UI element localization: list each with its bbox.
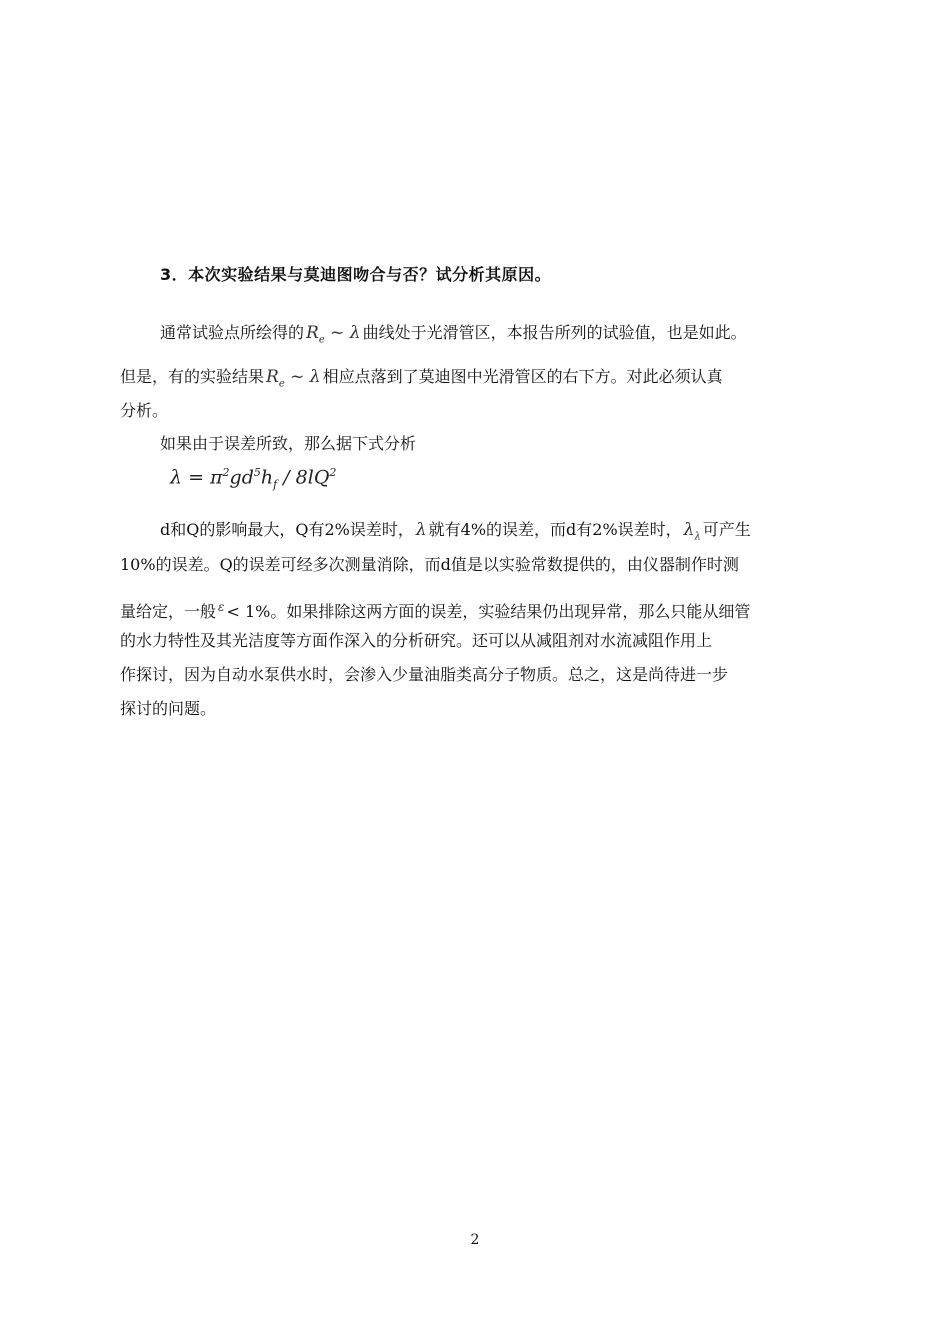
para1-text-d: 相应点落到了莫迪图中光滑管区的右下方。对此必须认真 xyxy=(322,367,723,386)
lambda-symbol-image: λ xyxy=(415,520,427,540)
para1-text-a: 通常试验点所绘得的 xyxy=(160,323,305,342)
page-number: 2 xyxy=(470,1232,480,1248)
para3-text-c: 可产生 xyxy=(702,520,751,539)
para3-text-a: d和Q的影响最大，Q有2%误差时， xyxy=(160,520,414,539)
epsilon-symbol-image: ε xyxy=(218,600,225,614)
para3-line4: 的水力特性及其光洁度等方面作深入的分析研究。还可以从减阻剂对水流减阻作用上 xyxy=(120,631,713,650)
section-heading: 3．本次实验结果与莫迪图吻合与否？试分析其原因。 xyxy=(160,265,552,284)
lambda-formula-image: $\lambda = \pi^2gd^5h_f / 8lQ^2$ xyxy=(170,466,337,492)
para2-line: 如果由于误差所致，那么据下式分析 xyxy=(160,434,417,453)
para3-line5: 作探讨，因为自动水泵供水时，会渗入少量油脂类高分子物质。总之，这是尚待进一步 xyxy=(120,665,729,684)
para1-text-c: 但是，有的实验结果 xyxy=(120,367,265,386)
para3-line2: 10%的误差。Q的误差可经多次测量消除，而d值是以实验常数提供的，由仪器制作时测 xyxy=(120,555,739,574)
para3-text-d: 量给定，一般 xyxy=(120,602,217,621)
re-lambda-formula-image-2: $R_e$ ~ λ xyxy=(266,367,321,390)
para3-text-b: 就有4%的误差，而d有2%误差时， xyxy=(428,520,682,539)
lambda-symbol-image-2: $\lambda_\lambda$ xyxy=(683,520,701,543)
re-lambda-formula-image: $R_e$ ~ λ xyxy=(306,323,361,346)
para1-text-b: 曲线处于光滑管区，本报告所列的试验值，也是如此。 xyxy=(362,323,747,342)
para3-line6: 探讨的问题。 xyxy=(120,699,217,718)
para1-line2 xyxy=(120,366,723,395)
para3-line3 xyxy=(120,596,750,623)
para1-line1 xyxy=(160,322,747,351)
para3-text-e: < 1%。如果排除这两方面的误差，实验结果仍出现异常，那么只能从细管 xyxy=(226,602,751,621)
para3-line1 xyxy=(160,519,751,548)
para1-line3: 分析。 xyxy=(120,401,169,420)
